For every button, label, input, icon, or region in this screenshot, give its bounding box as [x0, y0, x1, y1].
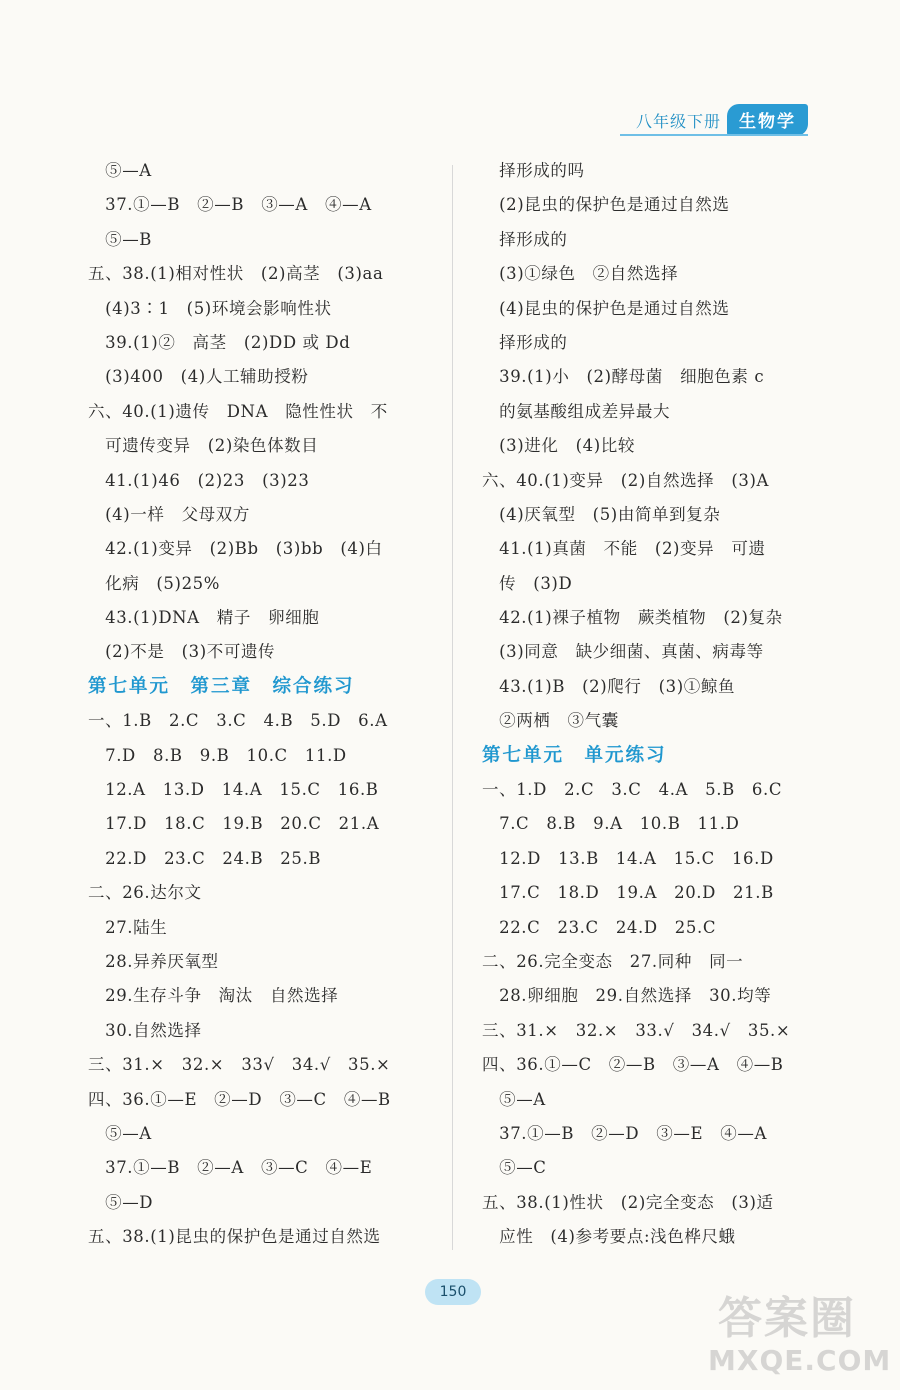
answer-line: 五、38.(1)相对性状 (2)高茎 (3)aa: [88, 264, 384, 284]
answer-line: 37.①—B ②—A ③—C ④—E: [88, 1158, 373, 1178]
answer-line: ⑤—B: [88, 229, 153, 249]
answer-line: 30.自然选择: [88, 1020, 202, 1040]
answer-line: 传 (3)D: [482, 573, 573, 593]
answer-line: ⑤—A: [88, 161, 152, 180]
answer-line: (2)不是 (3)不可遗传: [88, 642, 276, 662]
watermark-top: 答案圈: [718, 1293, 856, 1344]
answer-line: 22.C 23.C 24.D 25.C: [482, 917, 717, 937]
answer-line: 17.C 18.D 19.A 20.D 21.B: [482, 883, 774, 903]
answer-line: 一、1.B 2.C 3.C 4.B 5.D 6.A: [88, 711, 388, 731]
answer-line: 37.①—B ②—D ③—E ④—A: [482, 1123, 767, 1143]
section-heading: 第七单元 单元练习: [482, 744, 667, 766]
answer-line: 43.(1)DNA 精子 卵细胞: [88, 608, 320, 628]
answer-line: (4)一样 父母双方: [88, 504, 250, 524]
answer-line: 17.D 18.C 19.B 20.C 21.A: [88, 814, 380, 834]
answer-line: 六、40.(1)变异 (2)自然选择 (3)A: [482, 470, 770, 490]
left-column: [88, 154, 438, 1255]
watermark-bottom: MXQE.COM: [708, 1344, 892, 1377]
answer-line: (4)昆虫的保护色是通过自然选: [482, 298, 730, 318]
right-column: [482, 154, 827, 1255]
answer-line: ⑤—C: [482, 1158, 547, 1178]
answer-line: 五、38.(1)昆虫的保护色是通过自然选: [88, 1227, 381, 1247]
answer-line: 三、31.× 32.× 33√ 34.√ 35.×: [88, 1055, 391, 1075]
answer-line: 择形成的: [482, 229, 568, 249]
answer-line: 43.(1)B (2)爬行 (3)①鲸鱼: [482, 676, 736, 696]
answer-line: 四、36.①—C ②—B ③—A ④—B: [482, 1055, 784, 1075]
answer-line: 7.C 8.B 9.A 10.B 11.D: [482, 814, 740, 834]
answer-line: 39.(1)小 (2)酵母菌 细胞色素 c: [482, 367, 765, 387]
subject-badge: 生物学: [727, 104, 808, 136]
page-header: [636, 104, 808, 136]
answer-line: 12.A 13.D 14.A 15.C 16.B: [88, 780, 379, 800]
answer-line: (3)同意 缺少细菌、真菌、病毒等: [482, 642, 764, 662]
answer-line: 化病 (5)25%: [88, 573, 221, 593]
answer-line: 三、31.× 32.× 33.√ 34.√ 35.×: [482, 1020, 791, 1040]
answer-line: 二、26.完全变态 27.同种 同一: [482, 951, 744, 971]
answer-line: (4)3∶1 (5)环境会影响性状: [88, 298, 332, 318]
answer-line: ⑤—D: [88, 1192, 154, 1212]
answer-line: 二、26.达尔文: [88, 883, 202, 903]
answer-line: 29.生存斗争 淘汰 自然选择: [88, 986, 339, 1006]
answer-line: 择形成的: [482, 332, 568, 352]
answer-line: (2)昆虫的保护色是通过自然选: [482, 195, 730, 215]
answer-line: ②两栖 ③气囊: [482, 711, 619, 731]
answer-line: 42.(1)裸子植物 蕨类植物 (2)复杂: [482, 608, 783, 628]
answer-line: 12.D 13.B 14.A 15.C 16.D: [482, 848, 774, 868]
watermark-logo: [708, 1282, 892, 1382]
answer-line: 27.陆生: [88, 917, 168, 937]
answer-line: 应性 (4)参考要点:浅色桦尺蛾: [482, 1227, 736, 1247]
answer-line: 7.D 8.B 9.B 10.C 11.D: [88, 745, 347, 765]
answer-line: (3)①绿色 ②自然选择: [482, 264, 679, 284]
answer-line: 四、36.①—E ②—D ③—C ④—B: [88, 1089, 391, 1109]
section-heading: 第七单元 第三章 综合练习: [88, 675, 355, 697]
answer-line: 可遗传变异 (2)染色体数目: [88, 436, 319, 456]
answer-line: (4)厌氧型 (5)由简单到复杂: [482, 504, 721, 524]
answer-line: 41.(1)46 (2)23 (3)23: [88, 470, 310, 490]
answer-line: 41.(1)真菌 不能 (2)变异 可遗: [482, 539, 766, 559]
page-number: 150: [425, 1279, 481, 1305]
answer-line: 22.D 23.C 24.B 25.B: [88, 848, 322, 868]
answer-line: ⑤—A: [88, 1123, 152, 1143]
answer-line: 六、40.(1)遗传 DNA 隐性性状 不: [88, 401, 388, 421]
answer-line: 42.(1)变异 (2)Bb (3)bb (4)白: [88, 539, 383, 559]
answer-line: 39.(1)② 高茎 (2)DD 或 Dd: [88, 332, 351, 352]
answer-line: 28.异养厌氧型: [88, 951, 219, 971]
answer-line: 择形成的吗: [482, 161, 585, 180]
answer-line: 37.①—B ②—B ③—A ④—A: [88, 195, 372, 215]
answer-line: 一、1.D 2.C 3.C 4.A 5.B 6.C: [482, 780, 783, 800]
answer-line: (3)进化 (4)比较: [482, 436, 635, 456]
answer-line: 28.卵细胞 29.自然选择 30.均等: [482, 986, 772, 1006]
answer-line: 的氨基酸组成差异最大: [482, 401, 671, 421]
answer-line: 五、38.(1)性状 (2)完全变态 (3)适: [482, 1192, 774, 1212]
column-divider: [452, 165, 453, 1250]
answer-line: (3)400 (4)人工辅助授粉: [88, 367, 309, 387]
header-underline: [620, 134, 808, 136]
answer-line: ⑤—A: [482, 1089, 546, 1109]
grade-label: 八年级下册: [635, 111, 721, 131]
